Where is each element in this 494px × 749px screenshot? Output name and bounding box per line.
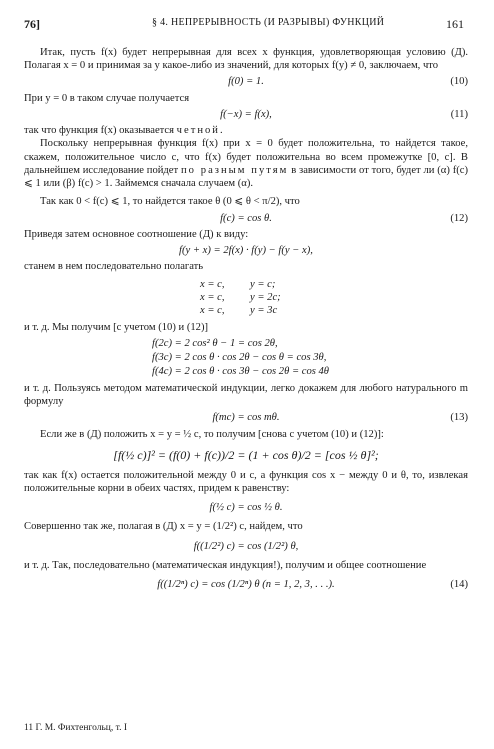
equation-12 [24, 212, 468, 225]
paragraph: и т. д. Мы получим [с учетом (10) и (12)] [24, 321, 209, 333]
equation-chain [152, 337, 468, 379]
formula: f(−x) = f(x), [220, 108, 272, 120]
paragraph [24, 137, 468, 190]
system-row [200, 291, 468, 304]
text: Поскольку непрерывная функция f(x) при x = 0 будет положительна, то найдется такое, скажем, положительное число c, что f(x) будет положительна во всем промежутке [0, c]. В дальнейшем исследование пойдет [24, 138, 468, 176]
paragraph: станем в нем последовательно полагать [24, 261, 204, 273]
text: так что функция f(x) оказывается [24, 125, 175, 137]
paragraph [24, 124, 468, 137]
paragraph: Если же в (Д) положить x = y = ½ c, то получим [снова с учетом (10) и (12)]: [40, 429, 384, 441]
system-y: y = 3c [250, 304, 278, 316]
system-row [200, 278, 468, 291]
equation-quarter [24, 540, 468, 553]
formula: f(y + x) = 2f(x) · f(y) − f(y − x), [179, 245, 313, 257]
formula: f(0) = 1. [228, 76, 264, 88]
equation-d [24, 244, 468, 257]
formula: f((1/2ⁿ) c) = cos (1/2ⁿ) θ (n = 1, 2, 3, . . .). [157, 579, 335, 591]
chain-line: f(4c) = 2 cos θ · cos 3θ − cos 2θ = cos 4θ [152, 365, 330, 377]
text: в зависимости от того, будет ли (α) f(c) ⩽ 1 или (β) f(c) > 1. Займемся сначала случаем (α). [24, 164, 468, 190]
signature-footer: 11 Г. М. Фихтенгольц, т. I [24, 723, 127, 734]
system-x: x = c, [200, 278, 225, 290]
equation-number: (14) [450, 579, 468, 591]
equation-number: (11) [450, 108, 468, 120]
paragraph: так как f(x) остается положительной между 0 и c, а функция cos x − между 0 и θ, то, извлекая положительные корни в обеих частях, придем к равенству: [24, 469, 468, 494]
system-y: y = c; [250, 278, 276, 290]
chapter-title: § 4. НЕПРЕРЫВНОСТЬ (И РАЗРЫВЫ) ФУНКЦИЙ [152, 17, 385, 28]
chain-line: f(2c) = 2 cos² θ − 1 = cos 2θ, [152, 337, 278, 349]
system-y: y = 2c; [250, 291, 281, 303]
emphasis-text: четной. [176, 125, 225, 137]
formula: f(c) = cos θ. [220, 212, 272, 224]
formula: f(½ c) = cos ½ θ. [209, 502, 283, 514]
equation-14 [24, 578, 468, 591]
chain-line: f(3c) = 2 cos θ · cos 2θ − cos θ = cos 3θ, [152, 351, 327, 363]
substitution-system [200, 278, 468, 317]
paragraph: Так как 0 < f(c) ⩽ 1, то найдется такое θ (0 ⩽ θ < π/2), что [40, 196, 300, 208]
section-ref: 76] [24, 17, 40, 31]
equation-squared [24, 448, 468, 463]
equation-number: (10) [450, 76, 468, 88]
equation-13 [24, 411, 468, 424]
paragraph: Совершенно так же, полагая в (Д) x = y = (1/2²) c, найдем, что [24, 521, 303, 533]
paragraph: и т. д. Пользуясь методом математической индукции, легко докажем для любого натурального m формулу [24, 382, 468, 407]
paragraph: Приведя затем основное соотношение (Д) к виду: [24, 228, 249, 240]
emphasis-text: по разным путям [181, 164, 289, 176]
formula: f((1/2²) c) = cos (1/2²) θ, [193, 540, 299, 552]
running-header [0, 17, 494, 33]
equation-number: (13) [450, 412, 468, 424]
paragraph: и т. д. Так, последовательно (математическая индукция!), получим и общее соотношение [24, 559, 427, 571]
formula: f(mc) = cos mθ. [212, 412, 280, 424]
equation-half [24, 501, 468, 514]
page-body [24, 46, 468, 597]
system-x: x = c, [200, 304, 225, 316]
system-row [200, 304, 468, 317]
page-number: 161 [446, 17, 464, 31]
system-x: x = c, [200, 291, 225, 303]
paragraph: Итак, пусть f(x) будет непрерывная для всех x функция, удовлетворяющая условию (Д). Полагая x = 0 и принимая за y какое-либо из значений, для которых f(y) ≠ 0, заключаем, что [24, 47, 468, 72]
equation-number: (12) [450, 212, 468, 224]
formula: [f(½ c)]² = (f(0) + f(c))/2 = (1 + cos θ)/2 = [cos ½ θ]²; [113, 447, 379, 462]
equation-10 [24, 75, 468, 88]
paragraph: При y = 0 в таком случае получается [24, 92, 190, 104]
equation-11 [24, 108, 468, 121]
